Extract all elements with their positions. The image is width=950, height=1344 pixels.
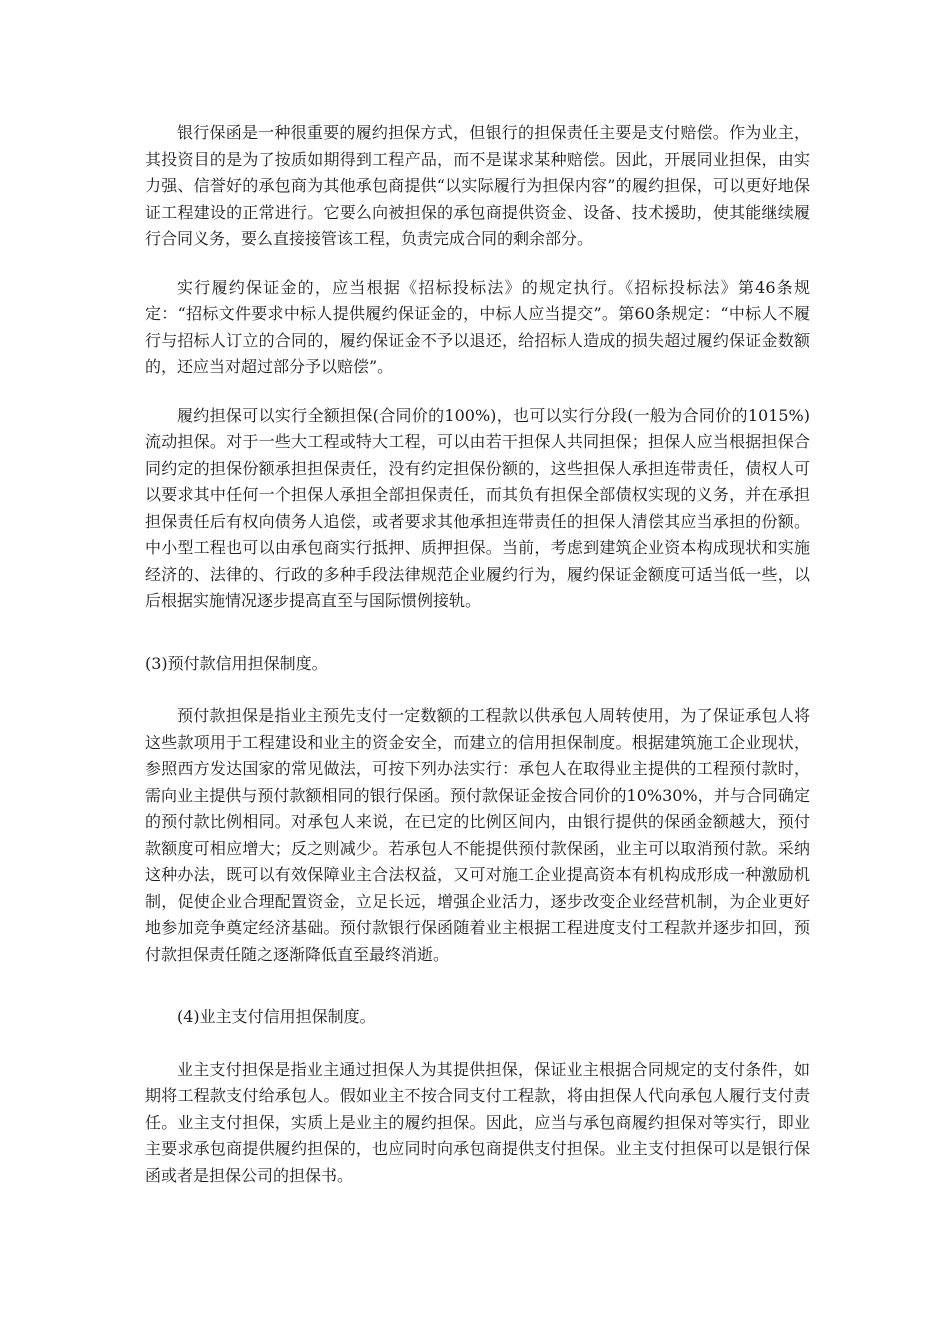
section-heading-advance-payment: (3)预付款信用担保制度。 (145, 653, 328, 673)
paragraph-performance-bond: 实行履约保证金的，应当根据《招标投标法》的规定执行。《招标投标法》第46条规定：“招标文件要求中标人提供履约保证金的，中标人应当提交”。第60条规定：“中标人不履行与招标人订立的合同的，履约保证金不予以退还，给招标人造成的损失超过履约保证金数额的，还应当对超过部分予以赔偿”。 (145, 277, 810, 376)
paragraph-owner-payment: 业主支付担保是指业主通过担保人为其提供担保，保证业主根据合同规定的支付条件，如期将工程款支付给承包人。假如业主不按合同支付工程款，将由担保人代向承包人履行支付责任。业主支付担保，实质上是业主的履约担保。因此，应当与承包商履约担保对等实行，即业主要求承包商提供履约担保的，也应同时向承包商提供支付担保。业主支付担保可以是银行保函或者是担保公司的担保书。 (145, 1059, 810, 1185)
document-body (145, 120, 810, 1189)
paragraph-advance-payment: 预付款担保是指业主预先支付一定数额的工程款以供承包人周转使用，为了保证承包人将这些款项用于工程建设和业主的资金安全，而建立的信用担保制度。根据建筑施工企业现状，参照西方发达国家的常见做法，可按下列办法实行：承包人在取得业主提供的工程预付款时，需向业主提供与预付款额相同的银行保函。预付款保证金按合同价的10%30%，并与合同确定的预付款比例相同。对承包人来说，在已定的比例区间内，由银行提供的保函金额越大，预付款额度可相应增大；反之则减少。若承包人不能提供预付款保函，业主可以取消预付款。采纳这种办法，既可以有效保障业主合法权益，又可对施工企业提高资本有机构成形成一种激励机制，促使企业合理配置资金，立足长远，增强企业活力，逐步改变企业经营机制，为企业更好地参加竞争奠定经济基础。预付款银行保函随着业主根据工程进度支付工程款并逐步扣回，预付款担保责任随之逐渐降低直至最终消逝。 (145, 706, 810, 964)
section-heading-owner-payment: (4)业主支付信用担保制度。 (177, 1007, 376, 1026)
paragraph-performance-guarantee: 履约担保可以实行全额担保(合同价的100%)，也可以实行分段(一般为合同价的1015%)流动担保。对于一些大工程或特大工程，可以由若干担保人共同担保；担保人应当根据担保合同约定的担保份额承担担保责任，没有约定担保份额的，这些担保人承担连带责任，债权人可以要求其中任何一个担保人承担全部担保责任，而其负有担保全部债权实现的义务，并在承担担保责任后有权向债务人追偿，或者要求其他承担连带责任的担保人清偿其应当承担的份额。中小型工程也可以由承包商实行抵押、质押担保。当前，考虑到建筑企业资本构成现状和实施经济的、法律的、行政的多种手段法律规范企业履约行为，履约保证金额度可适当低一些，以后根据实施情况逐步提高直至与国际惯例接轨。 (145, 405, 810, 610)
paragraph-bank-guarantee: 银行保函是一种很重要的履约担保方式，但银行的担保责任主要是支付赔偿。作为业主，其投资目的是为了按质如期得到工程产品，而不是谋求某种赔偿。因此，开展同业担保，由实力强、信誉好的承包商为其他承包商提供“以实际履行为担保内容”的履约担保，可以更好地保证工程建设的正常进行。它要么向被担保的承包商提供资金、设备、技术援助，使其能继续履行合同义务，要么直接接管该工程，负责完成合同的剩余部分。 (145, 123, 810, 248)
